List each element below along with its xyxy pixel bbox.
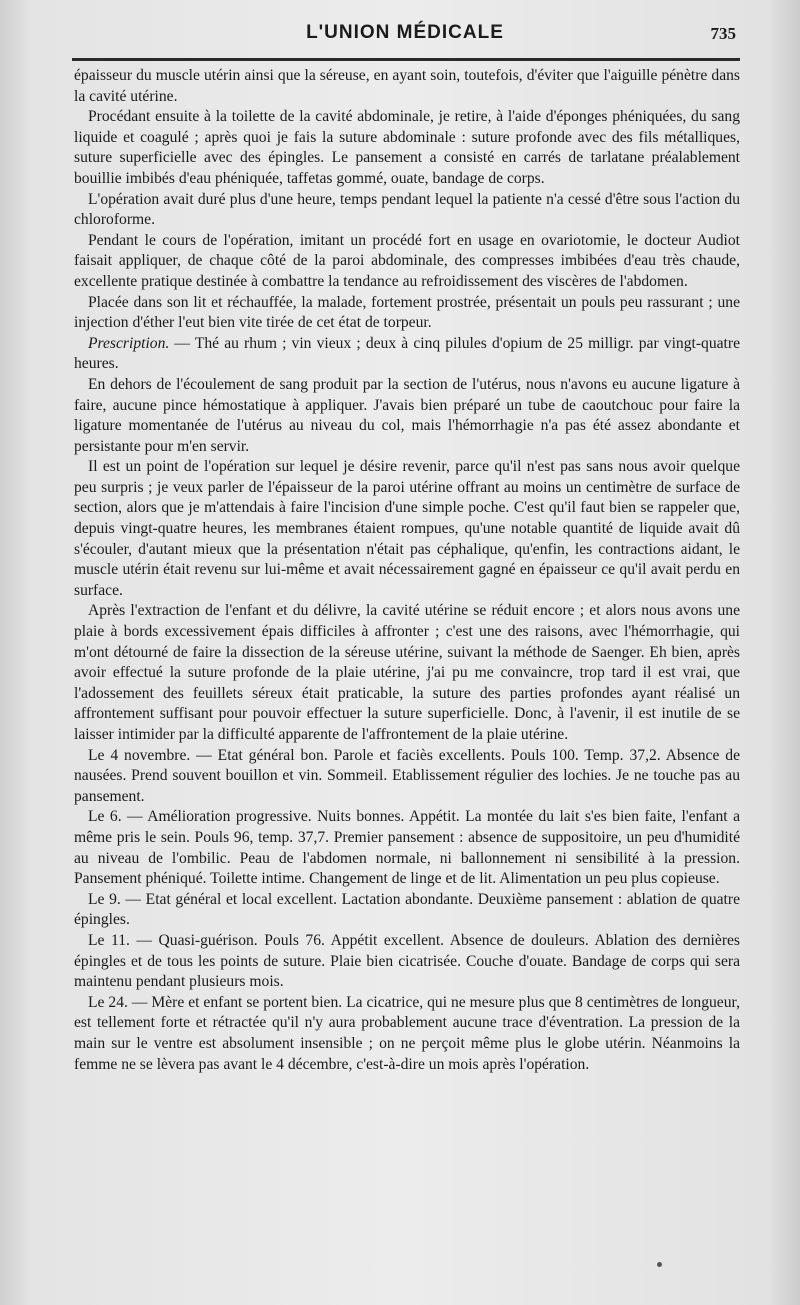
paragraph: Le 11. — Quasi-guérison. Pouls 76. Appétit excellent. Absence de douleurs. Ablation des dernières épingles et de tous les points de suture. Plaie bien cicatrisée. Couche d'ouate. Bandage de corps qui sera maintenu pendant plusieurs mois. [74, 931, 740, 991]
running-head [70, 18, 740, 54]
paragraph: Pendant le cours de l'opération, imitant un procédé fort en usage en ovariotomie, le docteur Audiot faisait appliquer, de chaque côté de la paroi abdominale, des compresses imbibées d'eau très chaude, excellente pratique destinée à combattre la tendance au refroidissement des viscères de l'abdomen. [74, 231, 740, 290]
paragraph: Le 6. — Amélioration progressive. Nuits bonnes. Appétit. La montée du lait s'es bien faite, l'enfant a même pris le sein. Pouls 96, temp. 37,7. Premier pansement : absence de suppositoire, un peu d'humidité au niveau de l'ombilic. Peau de l'abdomen normale, ni ballonnement ni sensibilité à la pression. Pansement phéniqué. Toilette intime. Changement de linge et de lit. Alimentation un peu plus copieuse. [74, 808, 740, 888]
paragraph: En dehors de l'écoulement de sang produit par la section de l'utérus, nous n'avons eu aucune ligature à faire, aucune pince hémostatique à appliquer. J'avais bien préparé un tube de caoutchouc pour faire la ligature momentanée de l'utérus au niveau du col, mais l'hémorrhagie n'a pas été assez abondante et persistante pour m'en servir. [74, 375, 740, 455]
paragraph: épaisseur du muscle utérin ainsi que la séreuse, en ayant soin, toutefois, d'éviter que l'aiguille pénètre dans la cavité utérine. [74, 67, 740, 105]
paragraph-prescription [74, 334, 740, 375]
paragraph: Le 4 novembre. — Etat général bon. Parole et faciès excellents. Pouls 100. Temp. 37,2. Absence de nausées. Prend souvent bouillon et vin. Sommeil. Etablissement régulier des lochies. Je ne touche pas au pansement. [74, 746, 740, 805]
paragraph: Procédant ensuite à la toilette de la cavité abdominale, je retire, à l'aide d'éponges phéniquées, du sang liquide et coagulé ; après quoi je fais la suture abdominale : suture profonde avec des fils métalliques, suture superficielle avec des épingles. Le pansement a consisté en carrés de tarlatane préalablement bouillie imbibés d'eau phéniquée, taffetas gommé, ouate, bandage de corps. [74, 108, 740, 187]
journal-title: L'UNION MÉDICALE [306, 22, 504, 43]
paragraph: Après l'extraction de l'enfant et du délivre, la cavité utérine se réduit encore ; et alors nous avons une plaie à bords excessivement épais difficiles à affronter ; c'est une des raisons, avec l'hémorrhagie, qui m'ont détourné de faire la dissection de la séreuse utérine, suivant la méthode de Saenger. Eh bien, après avoir effectué la suture profonde de la plaie utérine, j'ai pu me convaincre, trop tard il est vrai, que l'adossement des feuillets séreux était praticable, la suture des parties profondes ayant réalisé un affrontement suffisant pour pouvoir effectuer la suture superficielle. Donc, à l'avenir, il est inutile de se laisser intimider par la difficulté apparente de l'affrontement de la plaie utérine. [74, 602, 740, 743]
page-number: 735 [710, 24, 736, 43]
ink-speck [657, 1262, 662, 1267]
paragraph: L'opération avait duré plus d'une heure, temps pendant lequel la patiente n'a cessé d'être sous l'action du chloroforme. [74, 190, 740, 229]
article-body [74, 66, 740, 1075]
paragraph: Placée dans son lit et réchauffée, la malade, fortement prostrée, présentait un pouls peu rassurant ; une injection d'éther l'eut bien vite tirée de cet état de torpeur. [74, 293, 740, 332]
paragraph: Le 24. — Mère et enfant se portent bien. La cicatrice, qui ne mesure plus que 8 centimètres de longueur, est tellement forte et rétractée qu'il n'y aura probablement aucune trace d'éventration. La pression de la main sur le ventre est absolument insensible ; on ne perçoit même plus le globe utérin. Néanmoins la femme ne se lèvera pas avant le 4 décembre, c'est-à-dire un mois après l'opération. [74, 993, 740, 1073]
header-rule [72, 58, 740, 61]
prescription-text: — Thé au rhum ; vin vieux ; deux à cinq pilules d'opium de 25 milligr. par vingt-quatre heures. [74, 334, 740, 373]
prescription-label: Prescription. [88, 334, 170, 352]
paragraph: Le 9. — Etat général et local excellent. Lactation abondante. Deuxième pansement : ablation de quatre épingles. [74, 890, 740, 929]
paragraph: Il est un point de l'opération sur lequel je désire revenir, parce qu'il n'est pas sans nous avoir quelque peu surpris ; je veux parler de l'épaisseur de la paroi utérine offrant au moins un centimètre de surface de section, alors que je m'attendais à faire l'incision d'une simple poche. C'est qu'il faut bien se rappeler que, depuis vingt-quatre heures, les membranes étaient rompues, qu'une notable quantité de liquide avait dû s'écouler, d'autant mieux que la présentation n'était pas céphalique, qu'enfin, les contractions aidant, le muscle utérin était revenu sur lui-même et avait nécessairement gagné en épaisseur ce qu'il avait perdu en surface. [74, 458, 740, 599]
